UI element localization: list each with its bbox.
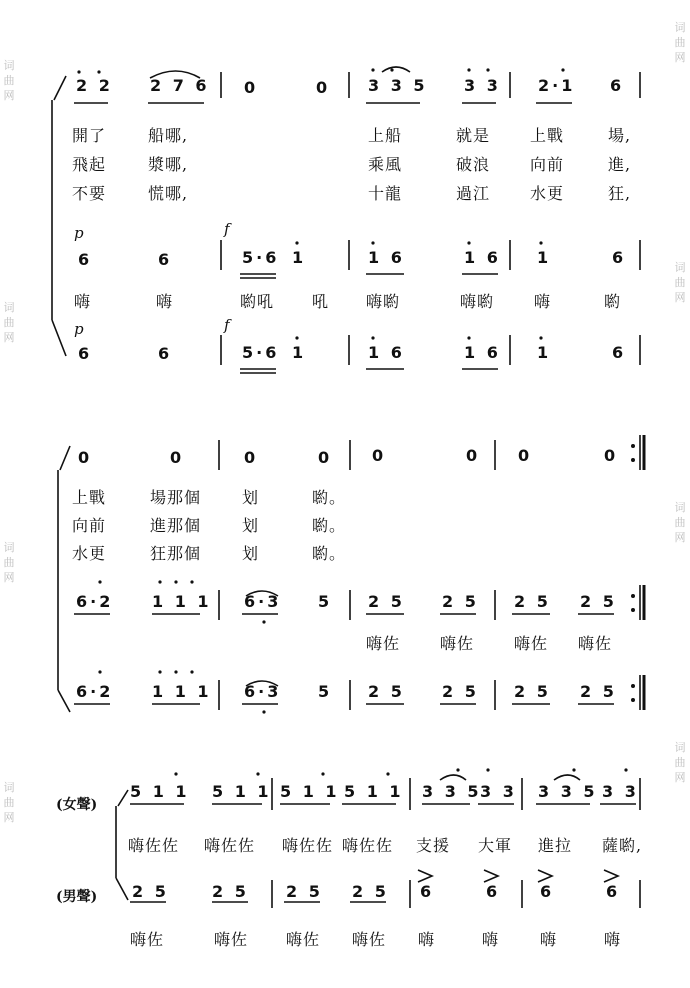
note: 1 bbox=[292, 343, 307, 362]
rest: 0 bbox=[170, 448, 185, 467]
lyric: 嗨 bbox=[534, 292, 552, 311]
lyric: 向前 bbox=[72, 516, 107, 535]
note: 2 5 bbox=[286, 882, 323, 901]
lyric: 嗨佐 bbox=[352, 930, 387, 949]
system2-brace bbox=[58, 446, 70, 712]
rest: 0 bbox=[316, 78, 331, 97]
note: 2 5 bbox=[580, 592, 617, 611]
lyric: 喲 bbox=[604, 292, 622, 311]
lyric: 場那個 bbox=[150, 488, 202, 507]
note: 3 3 5 bbox=[368, 76, 428, 95]
note: 1 bbox=[292, 248, 307, 267]
note: 2 5 bbox=[442, 592, 479, 611]
lyric: 飛起 bbox=[72, 155, 107, 174]
note: 6 bbox=[78, 250, 93, 269]
note: 6 bbox=[420, 882, 435, 901]
note: 2 5 bbox=[368, 682, 405, 701]
rest: 0 bbox=[78, 448, 93, 467]
note: 2 7 6 bbox=[150, 76, 210, 95]
lyric: 嗨喲 bbox=[460, 292, 495, 311]
note: 5·6 bbox=[242, 343, 280, 362]
note: 2·1 bbox=[538, 76, 576, 95]
note: 1 6 bbox=[464, 343, 501, 362]
lyric: 划 bbox=[242, 516, 260, 535]
watermark-right-1: 词 曲 网 bbox=[674, 21, 686, 64]
note: 6 bbox=[612, 343, 627, 362]
lyric: 嗨 bbox=[540, 930, 558, 949]
lyric: 上船 bbox=[368, 126, 403, 145]
lyric: 進拉 bbox=[538, 836, 573, 855]
rest: 0 bbox=[372, 446, 387, 465]
dynamic-marking: p bbox=[74, 320, 84, 338]
lyric: 划 bbox=[242, 488, 260, 507]
note: 6 bbox=[606, 882, 621, 901]
watermark-left-3: 词 曲 网 bbox=[3, 541, 15, 584]
note: 3 3 bbox=[602, 782, 639, 801]
lyric: 嗨佐 bbox=[130, 930, 165, 949]
lyric: 狂, bbox=[608, 184, 632, 203]
note: 1 bbox=[537, 248, 552, 267]
note: 1 1 1 bbox=[152, 592, 212, 611]
lyric: 吼 bbox=[312, 292, 330, 311]
rest: 0 bbox=[466, 446, 481, 465]
note: 1 bbox=[537, 343, 552, 362]
lyric: 向前 bbox=[530, 155, 565, 174]
lyric: 喲吼 bbox=[240, 292, 275, 311]
note: 1 6 bbox=[368, 343, 405, 362]
lyric: 開了 bbox=[72, 126, 107, 145]
lyric: 水更 bbox=[530, 184, 565, 203]
note: 1 1 1 bbox=[152, 682, 212, 701]
note: 3 3 bbox=[464, 76, 501, 95]
note: 6·2 bbox=[76, 592, 114, 611]
rest: 0 bbox=[318, 448, 333, 467]
note: 6 bbox=[158, 250, 173, 269]
note: 6·2 bbox=[76, 682, 114, 701]
note: 6 bbox=[78, 344, 93, 363]
rest: 0 bbox=[244, 78, 259, 97]
lyric: 嗨佐 bbox=[578, 634, 613, 653]
lyric: 嗨佐佐 bbox=[128, 836, 180, 855]
note: 5·6 bbox=[242, 248, 280, 267]
note: 6 bbox=[486, 882, 501, 901]
lyric: 狂那個 bbox=[150, 544, 202, 563]
lyric: 嗨 bbox=[74, 292, 92, 311]
note: 6 bbox=[540, 882, 555, 901]
lyric: 漿哪, bbox=[148, 155, 189, 174]
lyric: 嗨 bbox=[156, 292, 174, 311]
lyric: 嗨佐 bbox=[514, 634, 549, 653]
note: 2 2 bbox=[76, 76, 113, 95]
lyric: 破浪 bbox=[456, 155, 491, 174]
lyric: 進, bbox=[608, 155, 632, 174]
note: 2 5 bbox=[514, 682, 551, 701]
system1-brace bbox=[52, 76, 66, 356]
note: 6·3 bbox=[244, 682, 282, 701]
lyric: 就是 bbox=[456, 126, 491, 145]
watermark-left-1: 词 曲 网 bbox=[3, 59, 15, 102]
note: 6 bbox=[610, 76, 625, 95]
note: 5 1 1 bbox=[280, 782, 340, 801]
watermark-left-2: 词 曲 网 bbox=[3, 301, 15, 344]
note: 2 5 bbox=[368, 592, 405, 611]
note: 5 1 1 bbox=[212, 782, 272, 801]
rest: 0 bbox=[244, 448, 259, 467]
lyric: 上戰 bbox=[72, 488, 107, 507]
lyric: 划 bbox=[242, 544, 260, 563]
lyric: 船哪, bbox=[148, 126, 189, 145]
note: 3 3 5 bbox=[538, 782, 598, 801]
lyric: 過江 bbox=[456, 184, 491, 203]
dynamic-marking: f bbox=[224, 316, 230, 334]
lyric: 嗨佐佐 bbox=[282, 836, 334, 855]
note: 3 3 bbox=[480, 782, 517, 801]
lyric: 嗨佐佐 bbox=[342, 836, 394, 855]
lyric: 乘風 bbox=[368, 155, 403, 174]
lyric: 薩喲, bbox=[602, 836, 643, 855]
watermark-right-3: 词 曲 网 bbox=[674, 501, 686, 544]
lyric: 嗨佐 bbox=[366, 634, 401, 653]
watermark-left-4: 词 曲 网 bbox=[3, 781, 15, 824]
lyric: 嗨 bbox=[604, 930, 622, 949]
note: 3 3 5 bbox=[422, 782, 482, 801]
watermark-right-4: 词 曲 网 bbox=[674, 741, 686, 784]
lyric: 嗨佐佐 bbox=[204, 836, 256, 855]
note: 5 1 1 bbox=[344, 782, 404, 801]
system3-brace bbox=[116, 790, 128, 900]
note: 1 6 bbox=[464, 248, 501, 267]
note: 6 bbox=[158, 344, 173, 363]
lyric: 進那個 bbox=[150, 516, 202, 535]
note: 2 5 bbox=[132, 882, 169, 901]
lyric: 喲。 bbox=[312, 488, 347, 507]
lyric: 嗨佐 bbox=[214, 930, 249, 949]
note: 2 5 bbox=[580, 682, 617, 701]
note: 5 bbox=[318, 592, 333, 611]
note: 5 1 1 bbox=[130, 782, 190, 801]
lyric: 喲。 bbox=[312, 544, 347, 563]
rest: 0 bbox=[518, 446, 533, 465]
lyric: 慌哪, bbox=[148, 184, 189, 203]
lyric: 嗨 bbox=[418, 930, 436, 949]
lyric: 嗨 bbox=[482, 930, 500, 949]
note: 5 bbox=[318, 682, 333, 701]
lyric: 大軍 bbox=[478, 836, 513, 855]
male-voice-label: (男聲) bbox=[56, 889, 98, 905]
lyric: 場, bbox=[608, 126, 632, 145]
dynamic-marking: f bbox=[224, 220, 230, 238]
note: 6 bbox=[612, 248, 627, 267]
note: 1 6 bbox=[368, 248, 405, 267]
note: 2 5 bbox=[212, 882, 249, 901]
lyric: 不要 bbox=[72, 184, 107, 203]
lyric: 水更 bbox=[72, 544, 107, 563]
rest: 0 bbox=[604, 446, 619, 465]
note: 2 5 bbox=[352, 882, 389, 901]
watermark-right-2: 词 曲 网 bbox=[674, 261, 686, 304]
note: 6·3 bbox=[244, 592, 282, 611]
lyric: 上戰 bbox=[530, 126, 565, 145]
lyric: 嗨喲 bbox=[366, 292, 401, 311]
female-voice-label: (女聲) bbox=[56, 797, 98, 813]
lyric: 支援 bbox=[416, 836, 451, 855]
lyric: 喲。 bbox=[312, 516, 347, 535]
lyric: 嗨佐 bbox=[440, 634, 475, 653]
dynamic-marking: p bbox=[74, 224, 84, 242]
note: 2 5 bbox=[514, 592, 551, 611]
lyric: 十龍 bbox=[368, 184, 403, 203]
note: 2 5 bbox=[442, 682, 479, 701]
lyric: 嗨佐 bbox=[286, 930, 321, 949]
